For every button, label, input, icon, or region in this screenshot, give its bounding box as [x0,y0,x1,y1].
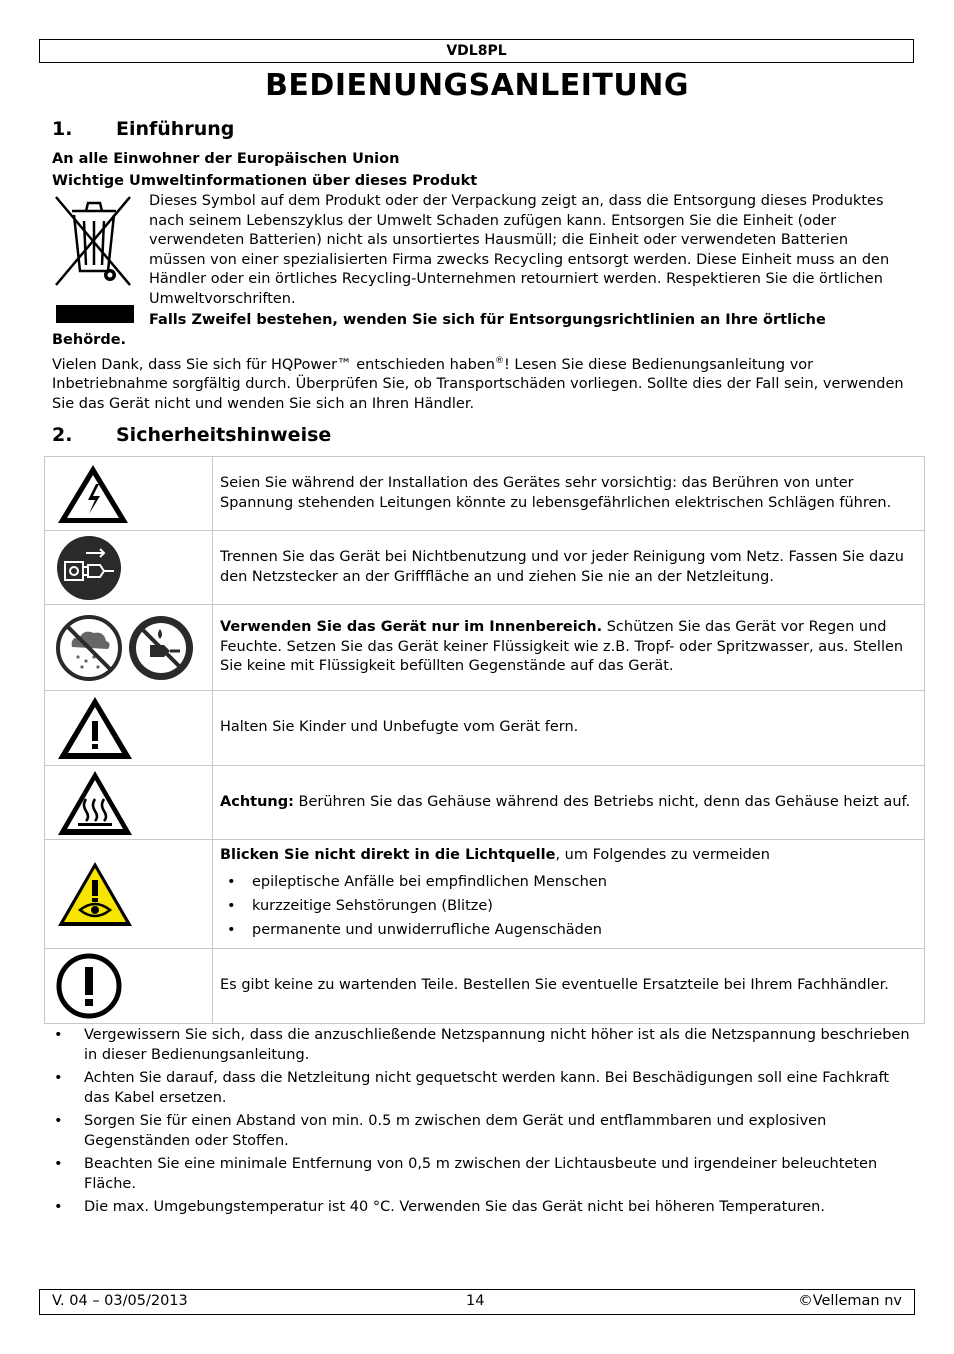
table-row [45,948,925,1023]
env-subheading: Wichtige Umweltinformationen über dieses Produkt [52,173,478,189]
list-item: • Beachten Sie eine minimale Entfernung von 0,5 m zwischen der Lichtausbeute und irgendeiner beleuchteten Fläche. [52,1155,912,1194]
icon-cell [45,766,213,840]
no-rain-icon [56,615,212,681]
section-title: Sicherheitshinweise [116,424,332,446]
warning-icon [56,695,212,761]
safety-text: Halten Sie Kinder und Unbefugte vom Gerät fern. [213,691,925,766]
safety-text [213,766,925,840]
page-header [39,39,914,63]
safety-text-body: , um Folgendes zu vermeiden [555,847,770,863]
safety-text-bold: Verwenden Sie das Gerät nur im Innenbereich. [220,619,603,636]
icon-cell [45,457,213,531]
safety-text-body: Schützen Sie das Gerät vor Regen und Feuchte. Setzen Sie das Gerät keiner Flüssigkeit wie z.B. Tropf- oder Spritzwasser, aus. Stellen Sie keine mit Flüssigkeit befüllten Gegenstände auf das Gerät. [220,619,904,675]
icon-cell [45,605,213,691]
section-title: Einführung [116,118,235,140]
safety-text-body: Berühren Sie das Gehäuse während des Betriebs nicht, denn das Gehäuse heizt auf. [293,793,911,810]
page-number: 14 [466,1293,485,1309]
weee-bin-icon [52,193,134,327]
exclamation-circle-icon [56,953,212,1019]
copyright-text: ©Velleman nv [798,1293,902,1309]
list-item: • Die max. Umgebungstemperatur ist 40 °C. Verwenden Sie das Gerät nicht bei höheren Temperaturen. [52,1198,912,1218]
icon-cell [45,531,213,605]
safety-text-bold: Achtung: [220,793,294,810]
section-number: 2. [52,424,73,446]
table-row [45,531,925,605]
weee-text: Dieses Symbol auf dem Produkt oder der Verpackung zeigt an, dass die Entsorgung dieses Produktes nach seinem Lebenszyklus der Umwelt Schaden zufügen kann. Entsorgen Sie die Einheit (oder verwendeten Batterien) nicht als unsortiertes Hausmüll; die Einheit oder verwendeten Batterien müssen von einer spezialisierten Firma zwecks Recycling entsorgt werden. Diese Einheit muss an den Händler oder ein örtliches Recycling-Unternehmen retourniert werden. Respektieren Sie die örtlichen Umweltvorschriften. [149,193,890,307]
icon-cell [45,840,213,949]
model-name: VDL8PL [446,43,507,59]
registered-mark: ® [495,356,504,366]
section-number: 1. [52,118,73,140]
eye-hazard-list [220,870,916,942]
safety-bullet-list [52,1026,912,1222]
eu-subheading: An alle Einwohner der Europäischen Union [52,151,400,167]
safety-text-bold: Blicken Sie nicht direkt in die Lichtquelle [220,847,556,863]
safety-text [213,840,925,949]
list-item: • permanente und unwiderrufliche Augenschäden [220,918,916,942]
list-item: • epileptische Anfälle bei empfindlichen Menschen [220,870,916,894]
unplug-icon [56,535,212,601]
electric-hazard-icon [56,462,212,526]
list-item: • Sorgen Sie für einen Abstand von min. 0.5 m zwischen dem Gerät und entflammbaren und explosiven Gegenständen oder Stoffen. [52,1112,912,1151]
safety-table [44,456,925,1024]
table-row [45,766,925,840]
page-footer [39,1289,915,1315]
table-row [45,605,925,691]
thanks-text: Vielen Dank, dass Sie sich für HQPower™ entschieden haben [52,356,495,373]
safety-text: Trennen Sie das Gerät bei Nichtbenutzung und vor jeder Reinigung vom Netz. Fassen Sie dazu den Netzstecker an der Grifffläche an und ziehen Sie nie an der Netzleitung. [213,531,925,605]
safety-text [213,605,925,691]
table-row [45,457,925,531]
version-text: V. 04 – 03/05/2013 [52,1293,188,1309]
list-item: • Achten Sie darauf, dass die Netzleitung nicht gequetscht werden kann. Bei Beschädigungen soll eine Fachkraft das Kabel ersetzen. [52,1069,912,1108]
icon-cell [45,691,213,766]
thanks-text-rest: ! Lesen Sie diese Bedienungsanleitung vor Inbetriebnahme sorgfältig durch. Überprüfen Sie, ob Transportschäden vorliegen. Sollte dies der Fall sein, verwenden Sie das Gerät nicht und wenden Sie sich an Ihren Händler. [52,356,904,412]
section-1-heading [52,118,234,140]
section-2-heading [52,424,331,446]
table-row [45,840,925,949]
eye-hazard-icon [56,860,212,928]
hot-surface-icon [56,769,212,837]
list-item: • kurzzeitige Sehstörungen (Blitze) [220,894,916,918]
page-title: BEDIENUNGSANLEITUNG [265,68,689,103]
safety-text: Es gibt keine zu wartenden Teile. Bestellen Sie eventuelle Ersatzteile bei Ihrem Fachhändler. [213,948,925,1023]
table-row [45,691,925,766]
doubt-line-1: Falls Zweifel bestehen, wenden Sie sich für Entsorgungsrichtlinien an Ihre örtliche [149,312,826,328]
safety-text: Seien Sie während der Installation des Gerätes sehr vorsichtig: das Berühren von unter Spannung stehenden Leitungen könnte zu lebensgefährlichen elektrischen Schlägen führen. [213,457,925,531]
doubt-line-2: Behörde. [52,332,127,348]
list-item: • Vergewissern Sie sich, dass die anzuschließende Netzspannung nicht höher ist als die Netzspannung beschrieben in dieser Bedienungsanleitung. [52,1026,912,1065]
thanks-paragraph [52,352,912,414]
icon-cell [45,948,213,1023]
